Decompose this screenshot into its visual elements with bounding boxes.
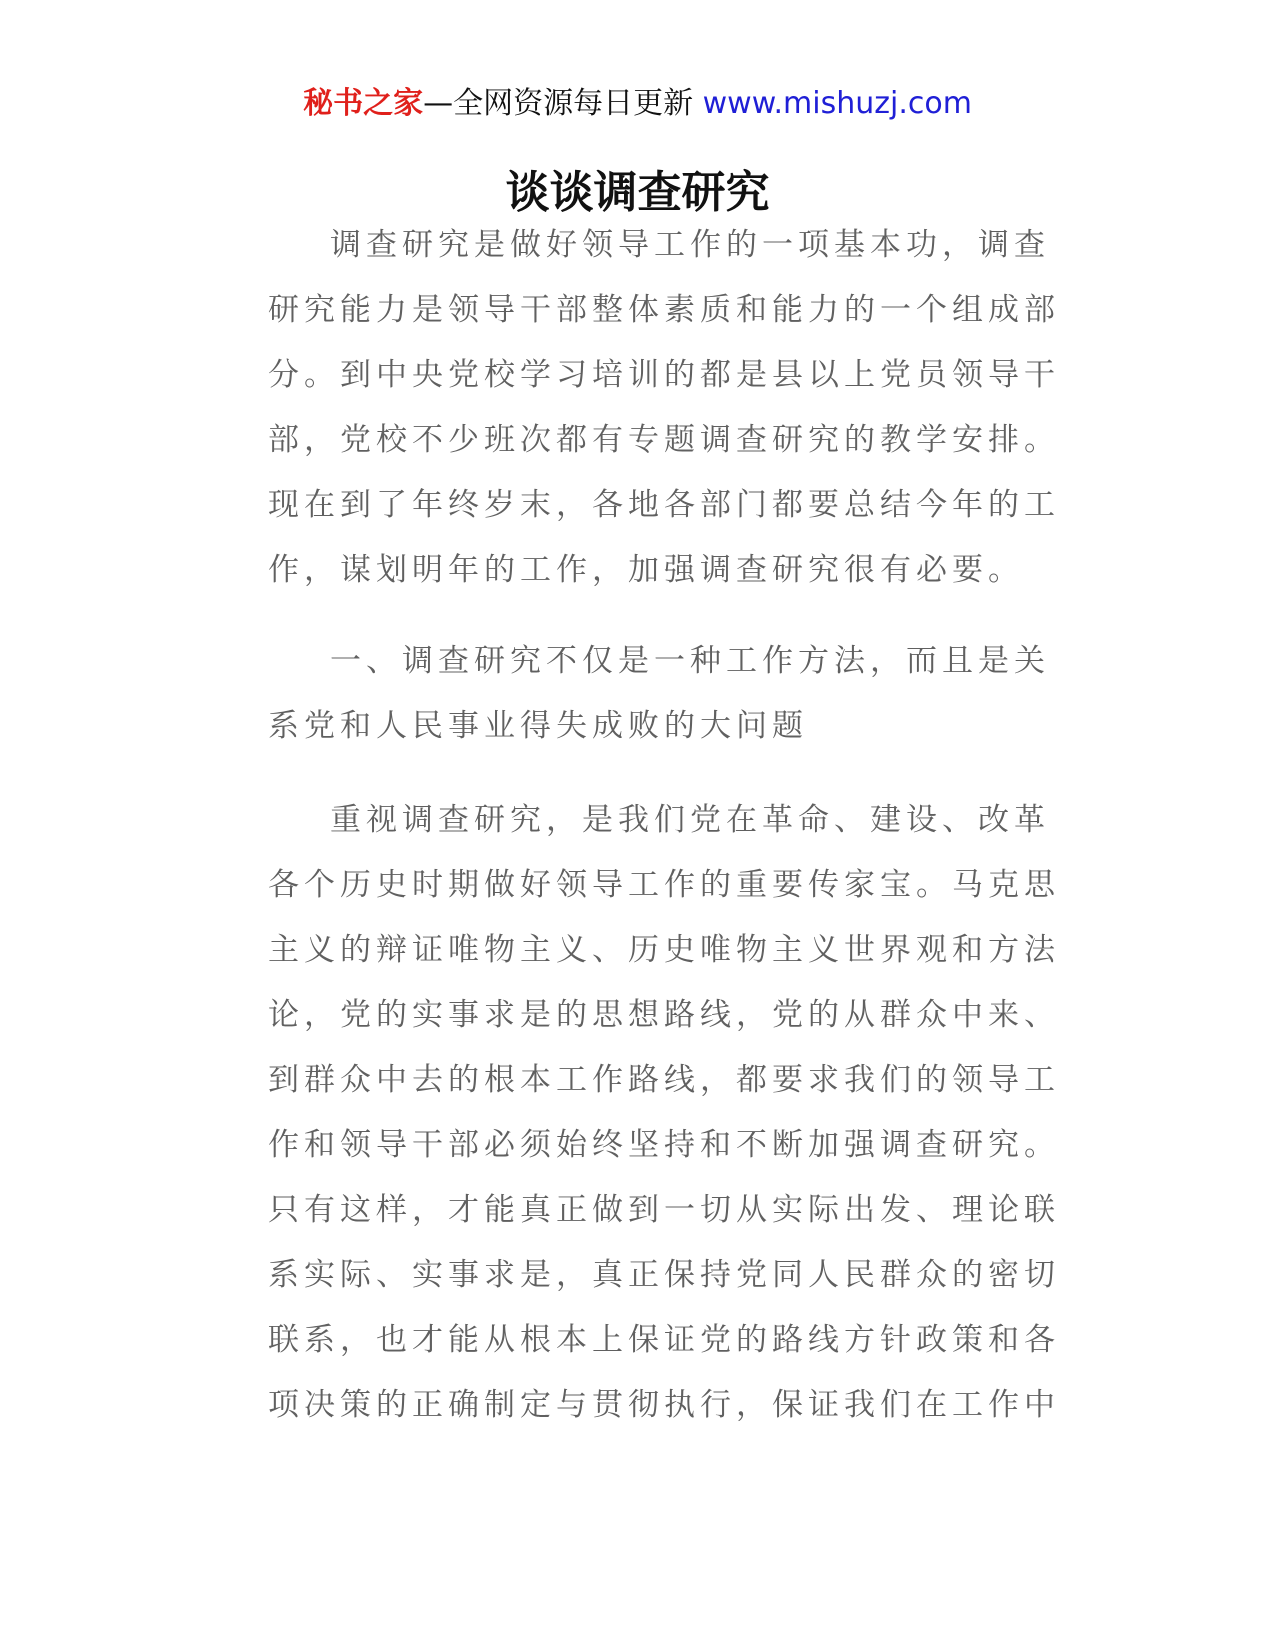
paragraph-line: 作和领导干部必须始终坚持和不断加强调查研究。 bbox=[268, 1127, 1060, 1163]
paragraph-line: 项决策的正确制定与贯彻执行，保证我们在工作中 bbox=[268, 1387, 1060, 1423]
paragraph-line: 研究能力是领导干部整体素质和能力的一个组成部 bbox=[268, 292, 1060, 328]
site-tagline: —全网资源每日更新 bbox=[423, 86, 694, 121]
paragraph-line: 分。到中央党校学习培训的都是县以上党员领导干 bbox=[268, 357, 1060, 393]
paragraph-line: 只有这样，才能真正做到一切从实际出发、理论联 bbox=[268, 1192, 1060, 1228]
heading-line: 一、调查研究不仅是一种工作方法，而且是关 bbox=[330, 643, 1050, 679]
site-brand: 秘书之家 bbox=[303, 86, 424, 121]
paragraph-line: 作，谋划明年的工作，加强调查研究很有必要。 bbox=[268, 552, 1024, 588]
paragraph-line: 调查研究是做好领导工作的一项基本功，调查 bbox=[330, 227, 1050, 263]
heading-line: 系党和人民事业得失成败的大问题 bbox=[268, 708, 808, 744]
paragraph-line: 论，党的实事求是的思想路线，党的从群众中来、 bbox=[268, 997, 1060, 1033]
document-title: 谈谈调查研究 bbox=[505, 167, 770, 218]
paragraph-line: 现在到了年终岁末，各地各部门都要总结今年的工 bbox=[268, 487, 1060, 523]
paragraph-line: 系实际、实事求是，真正保持党同人民群众的密切 bbox=[268, 1257, 1060, 1293]
paragraph-line: 到群众中去的根本工作路线，都要求我们的领导工 bbox=[268, 1062, 1060, 1098]
site-url-link[interactable]: www.mishuzj.com bbox=[702, 86, 972, 121]
paragraph-line: 部，党校不少班次都有专题调查研究的教学安排。 bbox=[268, 422, 1060, 458]
site-header bbox=[0, 84, 1275, 124]
paragraph-line: 各个历史时期做好领导工作的重要传家宝。马克思 bbox=[268, 867, 1060, 903]
paragraph-line: 联系，也才能从根本上保证党的路线方针政策和各 bbox=[268, 1322, 1060, 1358]
paragraph-line: 重视调查研究，是我们党在革命、建设、改革 bbox=[330, 802, 1050, 838]
paragraph-line: 主义的辩证唯物主义、历史唯物主义世界观和方法 bbox=[268, 932, 1060, 968]
